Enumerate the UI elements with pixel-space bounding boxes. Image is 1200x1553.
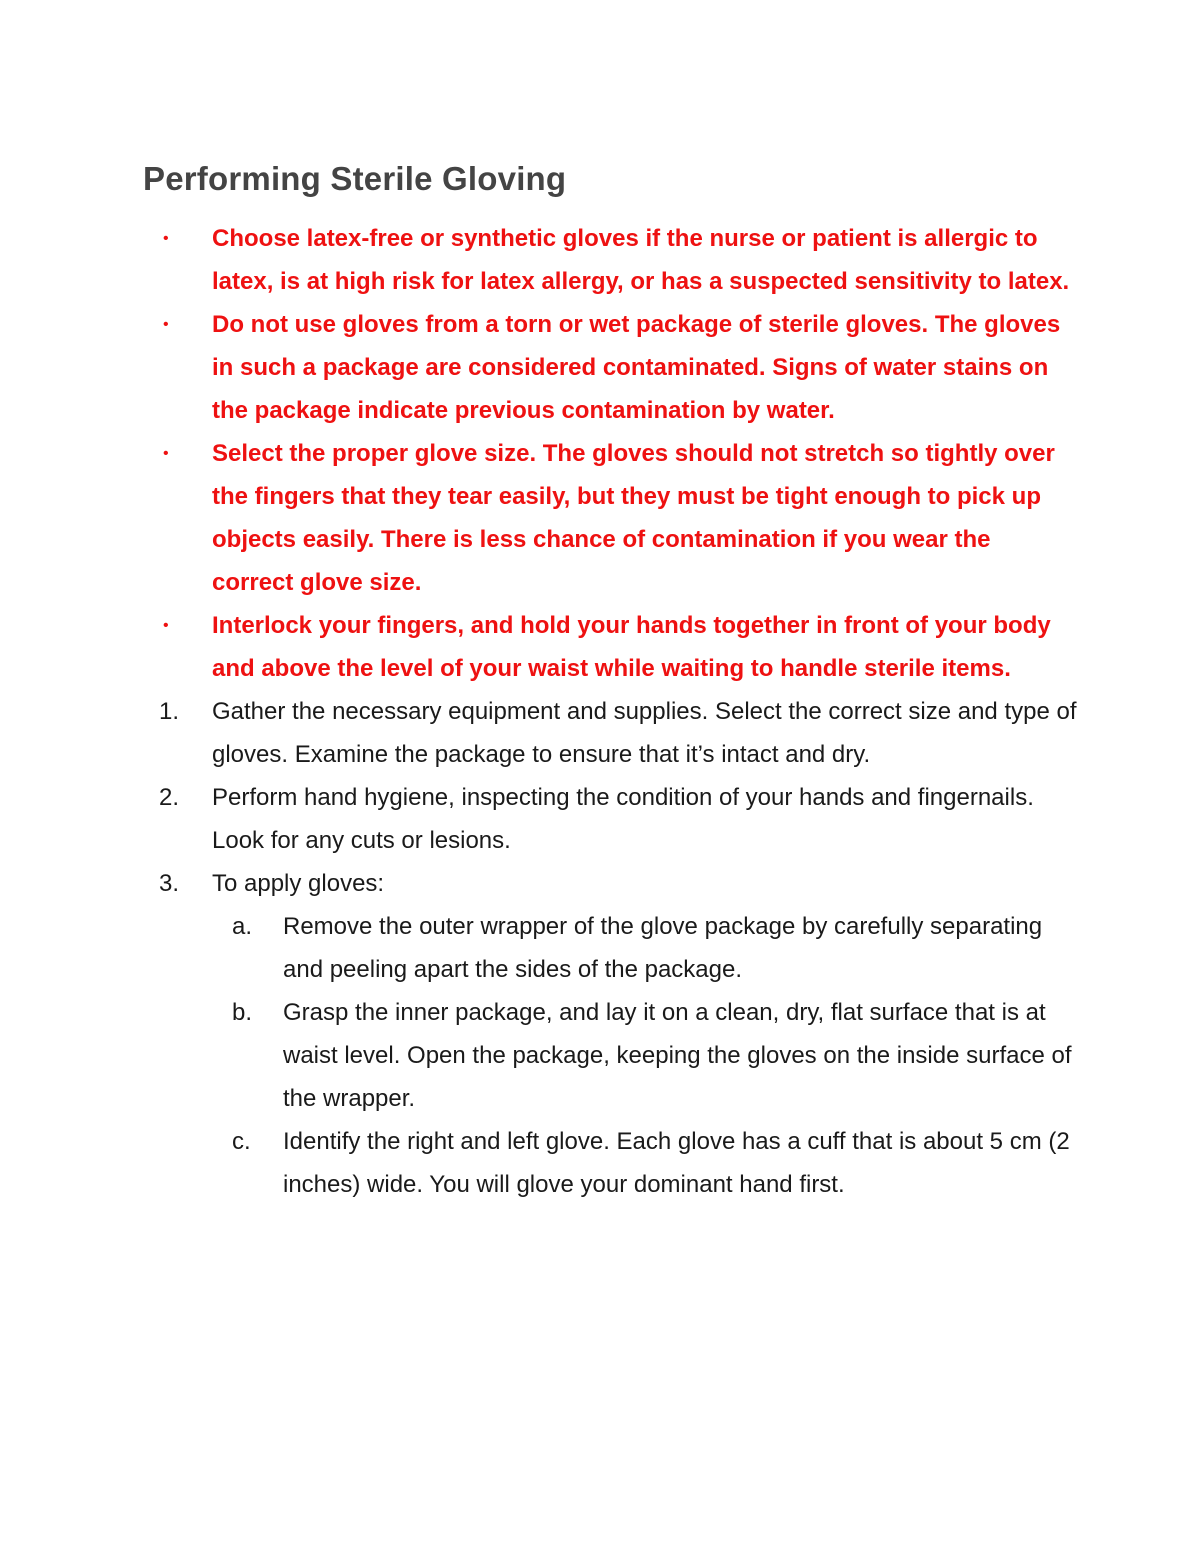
substep-letter: c. (232, 1128, 251, 1155)
step-number: 2. (159, 784, 180, 811)
warning-item (157, 303, 1077, 432)
substep-text: Grasp the inner package, and lay it on a clean, dry, flat surface that is at waist level. Open the package, keeping the gloves on the inside surface of the wrapper. (283, 999, 1072, 1112)
warning-text: Interlock your fingers, and hold your hands together in front of your body and above the level of your waist while waiting to handle sterile items. (212, 612, 1051, 682)
warning-item (157, 604, 1077, 690)
substep-text: Remove the outer wrapper of the glove package by carefully separating and peeling apart the sides of the package. (283, 913, 1043, 983)
substep (232, 991, 1077, 1120)
numbered-step (157, 776, 1077, 862)
substep (232, 905, 1077, 991)
substep-letter: b. (232, 999, 253, 1026)
bullet-marker: • (163, 445, 169, 462)
warning-text: Choose latex-free or synthetic gloves if the nurse or patient is allergic to latex, is at high risk for latex allergy, or has a suspected sensitivity to latex. (212, 225, 1070, 295)
bullet-marker: • (163, 230, 169, 247)
warning-text: Do not use gloves from a torn or wet package of sterile gloves. The gloves in such a package are considered contaminated. Signs of water stains on the package indicate previous contamination by water. (212, 311, 1061, 424)
warning-item (157, 432, 1077, 604)
bullet-marker: • (163, 617, 169, 634)
document-body (157, 217, 1077, 1206)
numbered-step (157, 690, 1077, 776)
warning-item (157, 217, 1077, 303)
step-text: Perform hand hygiene, inspecting the condition of your hands and fingernails. Look for any cuts or lesions. (212, 784, 1034, 854)
substep-letter: a. (232, 913, 253, 940)
step-text: Gather the necessary equipment and supplies. Select the correct size and type of gloves. Examine the package to ensure that it’s intact and dry. (212, 698, 1077, 768)
step-text: To apply gloves: (212, 870, 385, 897)
bullet-marker: • (163, 316, 169, 333)
step-number: 3. (159, 870, 180, 897)
page-title: Performing Sterile Gloving (143, 160, 567, 197)
warning-text: Select the proper glove size. The gloves should not stretch so tightly over the fingers that they tear easily, but they must be tight enough to pick up objects easily. There is less chance of contamination if you wear the correct glove size. (212, 440, 1055, 596)
substep (232, 1120, 1077, 1206)
substep-text: Identify the right and left glove. Each glove has a cuff that is about 5 cm (2 inches) wide. You will glove your dominant hand first. (283, 1128, 1070, 1198)
step-number: 1. (159, 698, 180, 725)
numbered-step (157, 862, 1077, 1206)
